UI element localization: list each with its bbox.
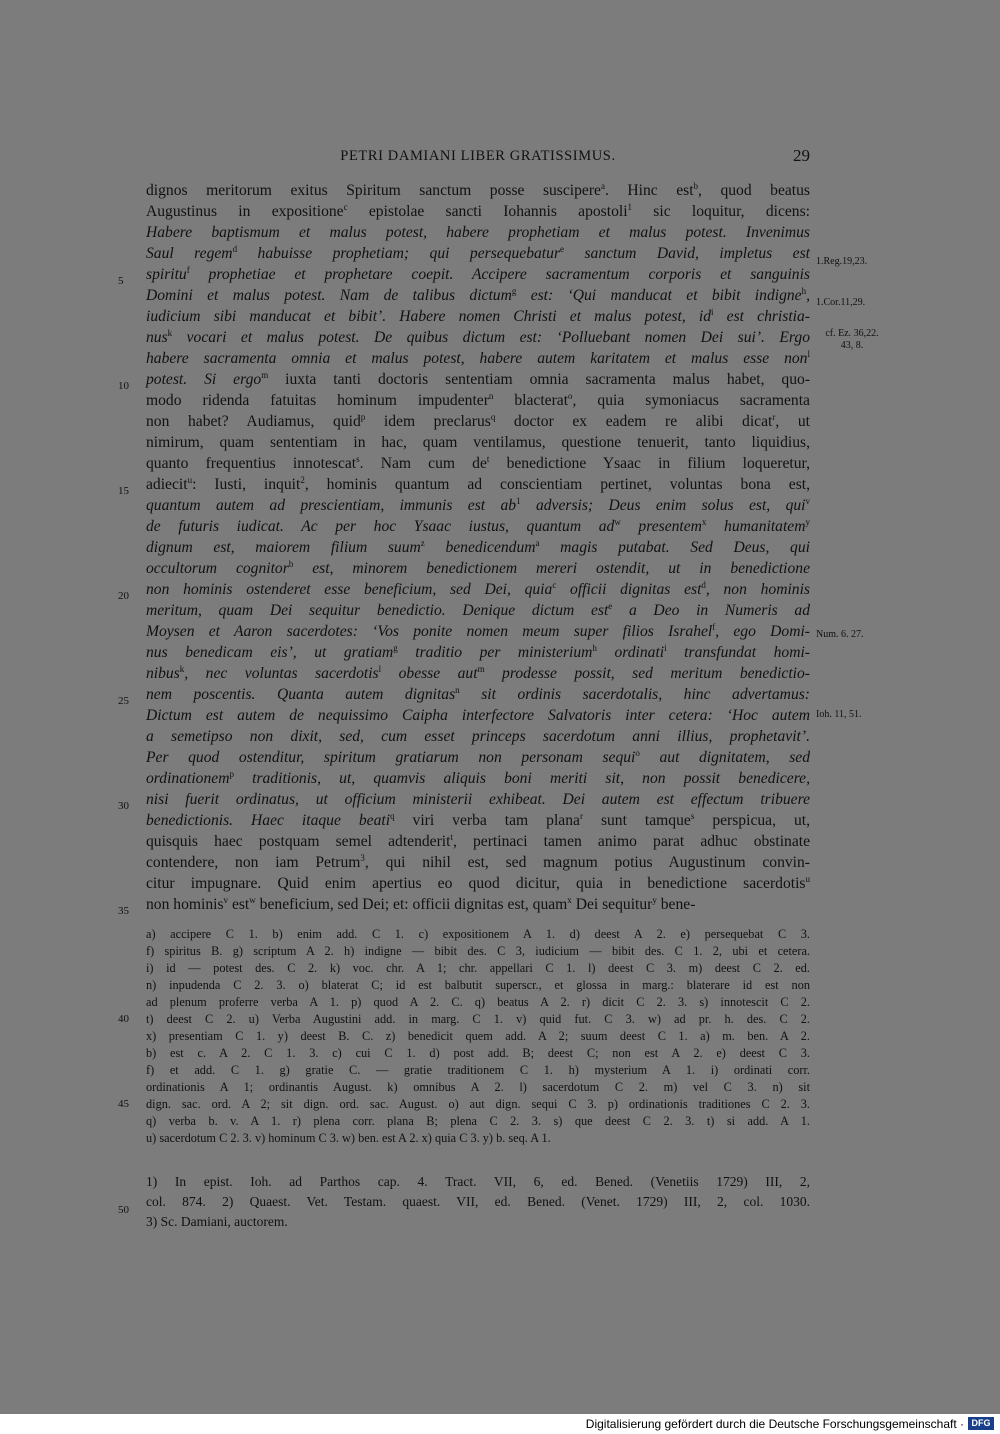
text-segment: Augustinus in expositione xyxy=(146,203,344,220)
text-segment: : Iusti, inquit xyxy=(192,476,301,493)
source-note-line: 3) Sc. Damiani, auctorem. xyxy=(146,1214,288,1229)
text-line xyxy=(146,432,810,453)
text-segment: . Hinc est xyxy=(604,182,694,199)
footnote-marker: q xyxy=(390,811,395,821)
text-line xyxy=(146,873,810,894)
text-line xyxy=(146,285,810,306)
footnote-marker: s xyxy=(690,811,695,821)
apparatus-line: f) et add. C 1. g) gratie C. — gratie traditionem C 1. h) mysterium A 1. i) ordinati corr. xyxy=(146,1063,810,1077)
text-segment: Dei sequitur xyxy=(571,896,653,913)
text-line xyxy=(146,222,810,243)
footnote-marker: k xyxy=(167,328,173,338)
text-segment: nibus xyxy=(146,665,180,682)
footnote-marker: r xyxy=(579,811,583,821)
text-segment: sunt tamque xyxy=(582,812,691,829)
apparatus-line: f) spiritus B. g) scriptum A 2. h) indigne — bibit des. C 3, iudicium — bibit des. C 1. 2, ubi et cetera. xyxy=(146,944,810,958)
line-number: 35 xyxy=(118,905,129,917)
apparatus-line: q) verba b. v. A 1. r) plena corr. plana B; plena C 2. 3. s) que deest C 2. 3. t) si add. A 1. xyxy=(146,1114,810,1128)
footnote-marker: q xyxy=(490,412,496,422)
text-line xyxy=(146,327,810,348)
apparatus-line: ad plenum proferre verba A 1. p) quod A 2. C. q) beatus A 2. r) dicit C 2. 3. s) innotescit C 2. xyxy=(146,995,810,1009)
text-segment: sanctum David, impletus est xyxy=(564,245,810,262)
text-segment: , qui nihil est, sed magnum potius Augustinum convin- xyxy=(364,854,811,871)
text-segment: a semetipso non dixit, sed, cum esset princeps sacerdotum anni illius, prophetavit’. xyxy=(146,728,810,745)
footnote-marker: r xyxy=(772,412,776,422)
text-segment: nem poscentis. Quanta autem dignitas xyxy=(146,686,456,703)
footnote-marker: n xyxy=(488,391,494,401)
footnote-marker: o xyxy=(635,748,640,758)
footnote-marker: m xyxy=(477,664,485,674)
text-segment: prodesse possit, sed meritum benedictio- xyxy=(484,665,810,682)
text-segment: humanitatem xyxy=(706,518,806,535)
footnote-marker: a xyxy=(600,181,605,191)
text-segment: ordinati xyxy=(596,644,665,661)
footnote-marker: 2 xyxy=(300,475,305,485)
footnote-marker: t xyxy=(486,454,490,464)
footnote-marker: v xyxy=(805,496,810,506)
footnote-marker: p xyxy=(229,769,234,779)
text-segment: spiritu xyxy=(146,266,187,283)
text-segment: dignos meritorum exitus Spiritum sanctum posse suscipere xyxy=(146,182,601,199)
margin-reference: 1.Cor.11,29. xyxy=(816,297,866,308)
text-segment: prophetiae et prophetare coepit. Accipere sacramentum corporis et sanguinis xyxy=(189,266,810,283)
text-segment: non hominis ostenderet esse beneficium, sed Dei, quia xyxy=(146,581,553,598)
text-segment: , ego Domi- xyxy=(715,623,810,640)
text-line xyxy=(146,726,810,747)
text-segment: doctor ex eadem re alibi dicat xyxy=(495,413,773,430)
text-segment: Dictum est autem de nequissimo Caipha interfectore Salvatoris inter cetera: ‘Hoc autem xyxy=(146,707,810,724)
text-segment: habere sacramenta omnia et malus potest, habere autem karitatem et malus esse non xyxy=(146,350,808,367)
apparatus-line: t) deest C 2. u) Verba Augustini add. in marg. C 1. v) quid fut. C 3. w) ad pr. h. des. C 2. xyxy=(146,1012,810,1026)
text-segment: non habet? Audiamus, quid xyxy=(146,413,361,430)
text-segment: quisquis haec postquam semel adtenderit xyxy=(146,833,451,850)
text-segment: a Deo in Numeris ad xyxy=(612,602,810,619)
text-segment: est christia- xyxy=(713,308,810,325)
funding-notice: Digitalisierung gefördert durch die Deutsche Forschungsgemeinschaft · xyxy=(585,1417,964,1431)
text-segment: quanto frequentius innotescat xyxy=(146,455,357,472)
line-number: 15 xyxy=(118,485,129,497)
dfg-logo: DFG xyxy=(968,1417,994,1430)
text-segment: , non hominis xyxy=(705,581,810,598)
page-number: 29 xyxy=(793,146,810,165)
footnote-marker: e xyxy=(560,244,565,254)
source-note-line: 1) In epist. Ioh. ad Parthos cap. 4. Tract. VII, 6, ed. Bened. (Venetiis 1729) III, 2, xyxy=(146,1174,810,1189)
text-segment: Per quod ostenditur, spiritum gratiarum non personam sequi xyxy=(146,749,636,766)
text-segment: presentem xyxy=(620,518,702,535)
text-line xyxy=(146,558,810,579)
margin-reference: cf. Ez. 36,22. xyxy=(825,328,879,339)
text-segment: idem preclarus xyxy=(365,413,491,430)
line-number: 10 xyxy=(118,380,129,392)
text-segment: benedictione Ysaac in filium loqueretur, xyxy=(489,455,810,472)
text-segment: , quia symoniacus sacramenta xyxy=(572,392,810,409)
text-line xyxy=(146,180,810,201)
line-number: 30 xyxy=(118,800,129,812)
text-line xyxy=(146,789,810,810)
margin-reference: 1.Reg.19,23. xyxy=(816,256,868,267)
running-header xyxy=(146,148,810,170)
text-line xyxy=(146,369,810,390)
text-segment: Moysen et Aaron sacerdotes: ‘Vos ponite nomen meum super filios Israhel xyxy=(146,623,713,640)
text-segment: vocari et malus potest. De quibus dictum est: ‘Polluebant nomen Dei sui’. Ergo xyxy=(172,329,810,346)
text-segment: viri verba tam plana xyxy=(394,812,580,829)
footnote-marker: i xyxy=(664,643,667,653)
text-segment: Saul regem xyxy=(146,245,233,262)
text-segment: Habere baptismum et malus potest, habere prophetiam et malus potest. Invenimus xyxy=(146,224,810,241)
text-line xyxy=(146,663,810,684)
text-segment: sit ordinis sacerdotalis, hinc advertamus: xyxy=(459,686,810,703)
text-line xyxy=(146,747,810,768)
text-line xyxy=(146,453,810,474)
footnote-marker: g xyxy=(511,286,517,296)
text-segment: est: ‘Qui manducat et bibit indigne xyxy=(516,287,802,304)
footnote-marker: f xyxy=(712,622,716,632)
footnote-marker: c xyxy=(343,202,348,212)
line-number: 50 xyxy=(118,1204,129,1216)
text-segment: magis putabat. Sed Deus, qui xyxy=(539,539,810,556)
margin-reference: 43, 8. xyxy=(840,340,864,351)
text-segment: benedicendum xyxy=(424,539,536,556)
text-line xyxy=(146,852,810,873)
margin-reference: Ioh. 11, 51. xyxy=(816,709,862,720)
text-segment: iuxta tanti doctoris sententiam omnia sacramenta malus habet, quo- xyxy=(268,371,811,388)
footnote-marker: p xyxy=(360,412,366,422)
text-line xyxy=(146,243,810,264)
footnote-marker: f xyxy=(186,265,190,275)
text-segment: est, minorem benedictionem mereri ostendit, ut in benedictione xyxy=(293,560,810,577)
text-segment: contendere, non iam Petrum xyxy=(146,854,361,871)
text-line xyxy=(146,411,810,432)
source-note-line: col. 874. 2) Quaest. Vet. Testam. quaest. VII, ed. Bened. (Venet. 1729) III, 2, col. 1030. xyxy=(146,1194,810,1209)
footnote-marker: x xyxy=(567,895,572,905)
line-number: 20 xyxy=(118,590,129,602)
line-number: 25 xyxy=(118,695,129,707)
footnote-marker: b xyxy=(693,181,699,191)
text-segment: . Nam cum de xyxy=(359,455,487,472)
text-line xyxy=(146,684,810,705)
apparatus-line: x) presentiam C 1. y) deest B. C. z) benedicit quem add. A 2; suum deest C 1. a) m. ben. A 2. xyxy=(146,1029,810,1043)
text-line xyxy=(146,264,810,285)
text-line xyxy=(146,348,810,369)
footnote-marker: b xyxy=(288,559,294,569)
footnote-marker: z xyxy=(420,538,425,548)
text-segment: traditio per ministerium xyxy=(397,644,593,661)
text-segment: officii dignitas est xyxy=(556,581,702,598)
text-segment: nisi fuerit ordinatus, ut officium ministerii exhibeat. Dei autem est effectum tribuere xyxy=(146,791,810,808)
text-segment: adversis; Deus enim solus est, qui xyxy=(520,497,806,514)
footnote-marker: k xyxy=(179,664,185,674)
running-title: PETRI DAMIANI LIBER GRATISSIMUS. xyxy=(340,148,616,164)
text-segment: meritum, quam Dei sequitur benedictio. Denique dictum est xyxy=(146,602,609,619)
text-line xyxy=(146,474,810,495)
text-line xyxy=(146,768,810,789)
text-line xyxy=(146,579,810,600)
text-segment: obesse aut xyxy=(381,665,478,682)
footnote-marker: u xyxy=(187,475,193,485)
line-number: 40 xyxy=(118,1013,129,1025)
text-segment: sic loquitur, dicens: xyxy=(632,203,810,220)
text-segment: iudicium sibi manducat et bibit’. Habere nomen Christi et malus potest, id xyxy=(146,308,712,325)
text-segment: non hominis xyxy=(146,896,224,913)
text-segment: , pertinaci tamen animo parat adhuc obstinate xyxy=(452,833,810,850)
text-segment: blacterat xyxy=(493,392,569,409)
text-segment: transfundat homi- xyxy=(666,644,810,661)
text-segment: perspicua, ut, xyxy=(694,812,810,829)
footnote-marker: 1 xyxy=(627,202,633,212)
text-segment: aut dignitatem, sed xyxy=(639,749,810,766)
footnote-marker: o xyxy=(568,391,573,401)
text-segment: nus benedicam eis’, ut gratiam xyxy=(146,644,394,661)
line-number: 5 xyxy=(118,275,124,287)
text-segment: ordinationem xyxy=(146,770,230,787)
text-segment: occultorum cognitor xyxy=(146,560,289,577)
text-line xyxy=(146,306,810,327)
footnote-marker: v xyxy=(223,895,229,905)
footnote-marker: i xyxy=(711,307,714,317)
text-segment: habuisse prophetiam; qui persequebatur xyxy=(237,245,561,262)
footnote-marker: h xyxy=(592,643,597,653)
footnote-marker: e xyxy=(608,601,613,611)
text-segment: beneficium, sed Dei; et: officii dignitas est, quam xyxy=(255,896,568,913)
margin-reference: Num. 6. 27. xyxy=(816,629,864,640)
text-line xyxy=(146,495,810,516)
apparatus-line: n) inpudenda C 2. 3. o) blaterat C; id est balbutit superscr., et glossa in marg.: blaterare id est non xyxy=(146,978,810,992)
footnote-marker: g xyxy=(393,643,398,653)
footnote-marker: d xyxy=(232,244,238,254)
line-number: 45 xyxy=(118,1098,129,1110)
text-segment: adiecit xyxy=(146,476,188,493)
footnote-marker: u xyxy=(805,874,810,884)
text-segment: quantum autem ad prescientiam, immunis est ab xyxy=(146,497,517,514)
text-segment: epistolae sancti Iohannis apostoli xyxy=(347,203,628,220)
text-line xyxy=(146,516,810,537)
footnote-marker: s xyxy=(356,454,360,464)
digitization-footer xyxy=(0,1414,1000,1434)
text-segment: benedictionis. Haec itaque beati xyxy=(146,812,391,829)
text-line xyxy=(146,201,810,222)
text-segment: , xyxy=(806,287,810,304)
text-segment: traditionis, ut, quamvis aliquis boni meriti sit, non possit benedicere, xyxy=(233,770,810,787)
text-line xyxy=(146,537,810,558)
text-line xyxy=(146,600,810,621)
footnote-marker: y xyxy=(805,517,810,527)
apparatus-line: a) accipere C 1. b) enim add. C 1. c) expositionem A 1. d) deest A 2. e) persequebat C 3. xyxy=(146,927,810,941)
footnote-marker: a xyxy=(535,538,540,548)
text-segment: est xyxy=(228,896,250,913)
apparatus-line: b) est c. A 2. C 1. 3. c) cui C 1. d) post add. B; deest C; non est A 2. e) deest C 3. xyxy=(146,1046,810,1060)
footnote-marker: x xyxy=(701,517,707,527)
text-segment: , hominis quantum ad conscientiam pertinet, voluntas bona est, xyxy=(304,476,810,493)
footnote-marker: l xyxy=(378,664,382,674)
text-line xyxy=(146,894,810,915)
footnote-marker: 1 xyxy=(516,496,521,506)
text-segment: bene- xyxy=(656,896,696,913)
text-line xyxy=(146,831,810,852)
text-line xyxy=(146,621,810,642)
apparatus-line: dign. sac. ord. A 2; sit dign. ord. sac. August. o) aut dign. sequi C 3. p) ordinationis traditiones C 2. 3. xyxy=(146,1097,810,1111)
text-segment: potest. Si ergo xyxy=(146,371,262,388)
text-segment: de futuris iudicat. Ac per hoc Ysaac iustus, quantum ad xyxy=(146,518,615,535)
text-line xyxy=(146,810,810,831)
footnote-marker: w xyxy=(249,895,256,905)
footnote-marker: l xyxy=(807,349,810,359)
footnote-marker: c xyxy=(552,580,557,590)
footnote-marker: w xyxy=(614,517,621,527)
apparatus-line: ordinationis A 1; ordinantis August. k) omnibus A 2. l) sacerdotum C 2. m) vel C 3. n) sit xyxy=(146,1080,810,1094)
text-line xyxy=(146,642,810,663)
apparatus-line: i) id — potest des. C 2. k) voc. chr. A 1; chr. appellari C 1. l) deest C 3. m) deest C 2. ed. xyxy=(146,961,810,975)
text-segment: dignum est, maiorem filium suum xyxy=(146,539,421,556)
footnote-marker: n xyxy=(455,685,460,695)
footnote-marker: y xyxy=(652,895,657,905)
apparatus-line: u) sacerdotum C 2. 3. v) hominum C 3. w) ben. est A 2. x) quia C 3. y) b. seq. A 1. xyxy=(146,1131,551,1145)
text-segment: nus xyxy=(146,329,168,346)
footnote-marker: t xyxy=(450,832,453,842)
footnote-marker: d xyxy=(701,580,706,590)
text-segment: , quod beatus xyxy=(698,182,810,199)
text-line xyxy=(146,390,810,411)
text-segment: citur impugnare. Quid enim apertius eo quod dicitur, quia in benedictione sacerdotis xyxy=(146,875,806,892)
footnote-marker: 3 xyxy=(360,853,365,863)
text-segment: nimirum, quam sententiam in hac, quam ventilamus, questione tenuerit, tanto liquidius, xyxy=(146,434,810,451)
text-line xyxy=(146,705,810,726)
text-segment: Domini et malus potest. Nam de talibus dictum xyxy=(146,287,512,304)
footnote-marker: m xyxy=(261,370,269,380)
text-segment: , nec voluntas sacerdotis xyxy=(184,665,379,682)
footnote-marker: h xyxy=(801,286,807,296)
text-segment: modo ridenda fatuitas hominum impudenter xyxy=(146,392,489,409)
text-segment: , ut xyxy=(775,413,810,430)
